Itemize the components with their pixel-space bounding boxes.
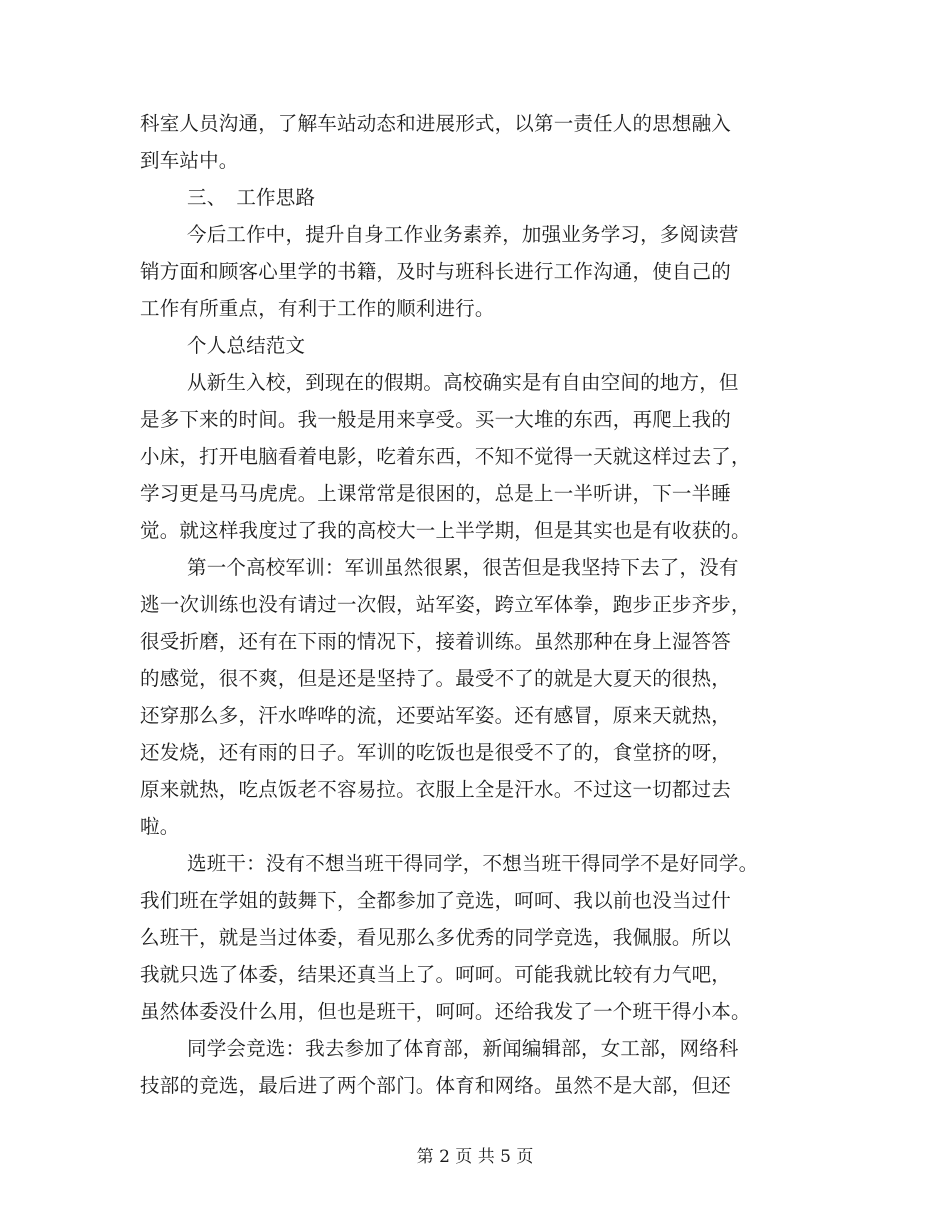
text-line: 还穿那么多，汗水哗哗的流，还要站军姿。还有感冒，原来天就热， (140, 704, 732, 727)
text-line: 三、 工作思路 (187, 186, 316, 209)
text-line: 销方面和顾客心里学的书籍，及时与班科长进行工作沟通，使自己的 (140, 260, 732, 283)
text-line: 么班干，就是当过体委，看见那么多优秀的同学竞选，我佩服。所以 (140, 926, 732, 949)
text-line: 同学会竞选：我去参加了体育部，新闻编辑部，女工部，网络科 (187, 1037, 739, 1060)
text-line: 觉。就这样我度过了我的高校大一上半学期，但是其实也是有收获的。 (140, 519, 751, 542)
text-line: 还发烧，还有雨的日子。军训的吃饭也是很受不了的，食堂挤的呀， (140, 741, 732, 764)
text-line: 小床，打开电脑看着电影，吃着东西，不知不觉得一天就这样过去了， (140, 445, 751, 468)
text-line: 今后工作中，提升自身工作业务素养，加强业务学习，多阅读营 (187, 223, 739, 246)
text-line: 是多下来的时间。我一般是用来享受。买一大堆的东西，再爬上我的 (140, 408, 732, 431)
text-line: 科室人员沟通，了解车站动态和进展形式，以第一责任人的思想融入 (140, 112, 732, 135)
page-footer: 第 2 页 共 5 页 (416, 1147, 534, 1167)
text-line: 啦。 (140, 815, 180, 838)
document-body (140, 105, 820, 1104)
text-line: 到车站中。 (140, 149, 239, 172)
text-line: 工作有所重点，有利于工作的顺利进行。 (140, 297, 495, 320)
text-line: 第一个高校军训：军训虽然很累，很苦但是我坚持下去了，没有 (187, 556, 739, 579)
text-line: 我们班在学姐的鼓舞下，全都参加了竞选，呵呵、我以前也没当过什 (140, 889, 732, 912)
text-line: 从新生入校，到现在的假期。高校确实是有自由空间的地方，但 (187, 371, 739, 394)
text-line: 技部的竞选，最后进了两个部门。体育和网络。虽然不是大部，但还 (140, 1074, 732, 1097)
text-line: 的感觉，很不爽，但是还是坚持了。最受不了的就是大夏天的很热， (140, 667, 732, 690)
text-line: 选班干：没有不想当班干得同学，不想当班干得同学不是好同学。 (187, 852, 759, 875)
text-line: 逃一次训练也没有请过一次假，站军姿，跨立军体拳，跑步正步齐步， (140, 593, 751, 616)
text-line: 个人总结范文 (187, 334, 306, 357)
text-line: 学习更是马马虎虎。上课常常是很困的，总是上一半听讲，下一半睡 (140, 482, 732, 505)
text-line: 虽然体委没什么用，但也是班干，呵呵。还给我发了一个班干得小本。 (140, 1000, 751, 1023)
text-line: 我就只选了体委，结果还真当上了。呵呵。可能我就比较有力气吧， (140, 963, 732, 986)
text-line: 原来就热，吃点饭老不容易拉。衣服上全是汗水。不过这一切都过去 (140, 778, 732, 801)
text-line: 很受折磨，还有在下雨的情况下，接着训练。虽然那种在身上湿答答 (140, 630, 732, 653)
